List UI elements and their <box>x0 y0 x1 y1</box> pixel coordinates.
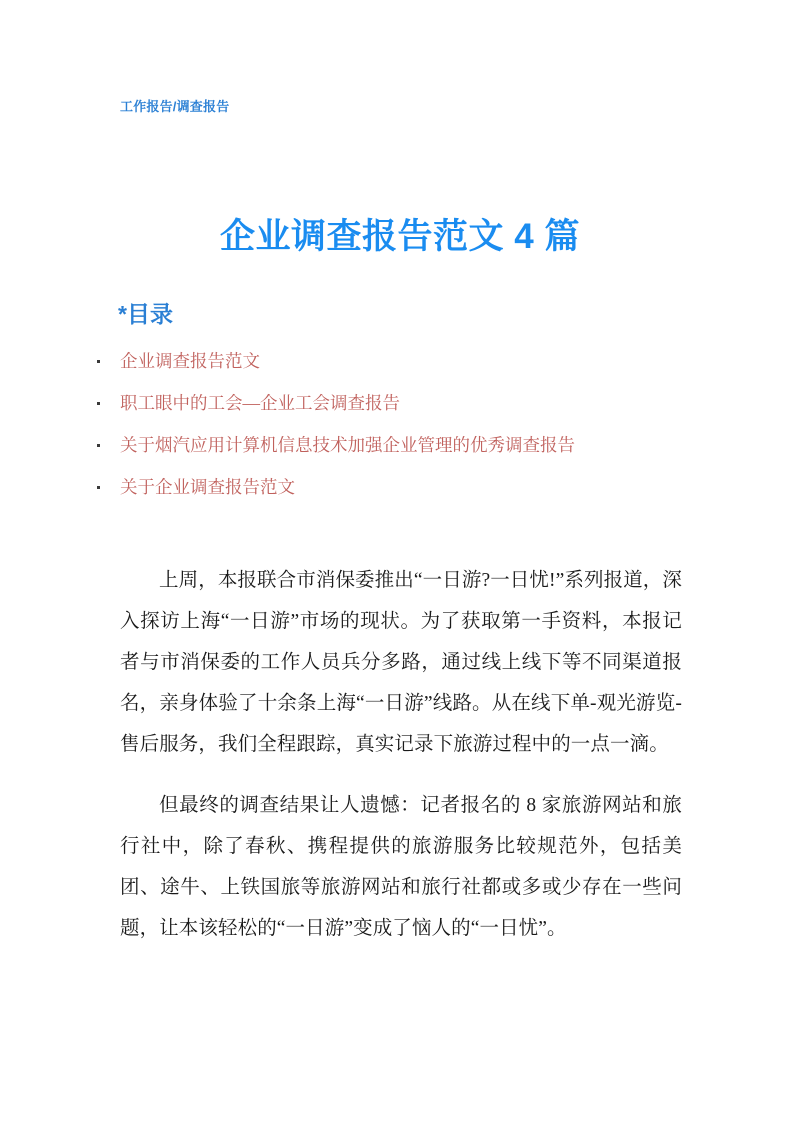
toc-item-label: 关于企业调查报告范文 <box>120 477 295 497</box>
toc-item-label: 职工眼中的工会—企业工会调查报告 <box>120 393 400 413</box>
toc-heading: *目录 <box>118 301 173 327</box>
toc-item-2[interactable] <box>0 424 800 466</box>
toc-item-label: 企业调查报告范文 <box>120 351 260 371</box>
paragraph: 上周，本报联合市消保委推出“一日游?一日忧!”系列报道，深入探访上海“一日游”市场的现状。为了获取第一手资料，本报记者与市消保委的工作人员兵分多路，通过线上线下等不同渠道报名，亲身体验了十余条上海“一日游”线路。从在线下单-观光游览-售后服务，我们全程跟踪，真实记录下旅游过程中的一点一滴。 <box>120 570 682 755</box>
toc-item-0[interactable] <box>0 340 800 382</box>
page-title: 企业调查报告范文 4 篇 <box>220 217 580 257</box>
bullet-icon <box>97 486 100 489</box>
bullet-icon <box>97 444 100 447</box>
body-copy <box>120 560 682 949</box>
breadcrumb[interactable]: 工作报告/调查报告 <box>120 99 230 114</box>
toc-item-1[interactable] <box>0 382 800 424</box>
toc-item-3[interactable] <box>0 466 800 508</box>
paragraph: 但最终的调查结果让人遗憾：记者报名的 8 家旅游网站和旅行社中，除了春秋、携程提供的旅游服务比较规范外，包括美团、途牛、上铁国旅等旅游网站和旅行社都或多或少存在一些问题，让本该轻松的“一日游”变成了恼人的“一日忧”。 <box>120 795 682 939</box>
bullet-icon <box>97 360 100 363</box>
toc-item-label: 关于烟汽应用计算机信息技术加强企业管理的优秀调查报告 <box>120 435 575 455</box>
bullet-icon <box>97 402 100 405</box>
toc-list <box>0 340 800 508</box>
